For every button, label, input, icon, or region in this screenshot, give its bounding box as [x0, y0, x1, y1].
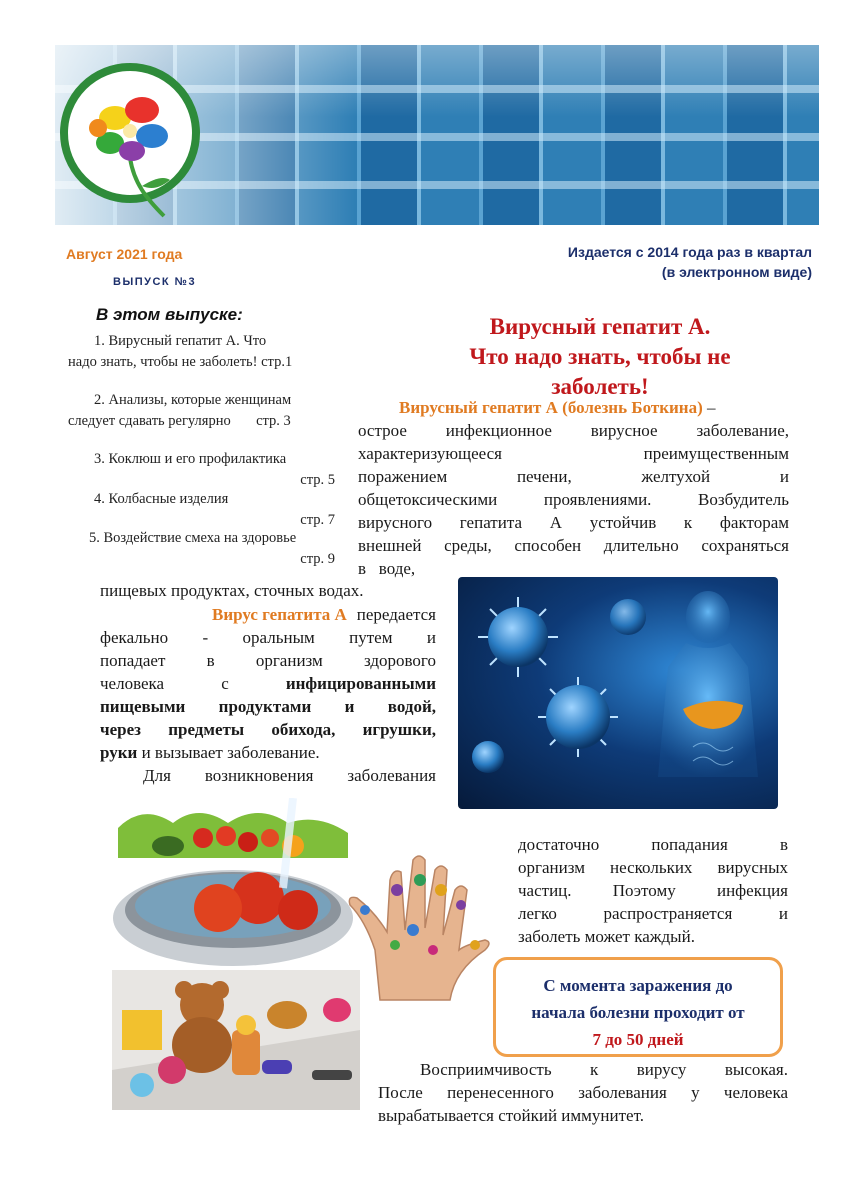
- article-title: [430, 312, 770, 402]
- paragraph-1-line9: пищевых продуктах, сточных водах.: [100, 581, 364, 600]
- paragraph-1-line1: [399, 397, 789, 420]
- paragraph-2-line1: [100, 604, 436, 627]
- toc-item-1[interactable]: [94, 331, 338, 352]
- paragraph-2-line5: пищевыми продуктами и водой,: [100, 697, 436, 716]
- issue-number: ВЫПУСК №3: [113, 276, 197, 288]
- paragraph-2-line4: [100, 673, 436, 696]
- word: человека: [100, 674, 165, 693]
- word: -: [202, 628, 209, 647]
- word: с: [221, 674, 229, 693]
- toc-item-5[interactable]: 5. Воздействие смеха на здоровье: [89, 530, 297, 546]
- paragraph-3-line6: заболеть может каждый.: [518, 927, 695, 946]
- toc-item-3-page: стр. 5: [300, 472, 335, 488]
- virus-name-highlight: Вирус гепатита А: [212, 605, 347, 624]
- paragraph-1-line4: [358, 466, 789, 489]
- word: поражением: [358, 467, 448, 486]
- vegetables-svg: [108, 798, 358, 968]
- word: оральным: [242, 628, 315, 647]
- paragraph-3-line1: Для возникновения заболевания: [143, 766, 436, 785]
- virus-liver-svg: [458, 577, 778, 809]
- word: желтухой: [641, 467, 711, 486]
- toc-item-2-cont: следует сдавать регулярно стр. 3: [68, 413, 291, 429]
- germs-hand-illustration: [335, 850, 505, 1010]
- article-title-line3: заболеть!: [551, 374, 649, 399]
- article-title-line1: Вирусный гепатит А.: [489, 314, 711, 339]
- paragraph-1-line2: острое инфекционное вирусное заболевание,: [358, 421, 789, 440]
- callout-line1: С момента заражения до: [543, 976, 733, 995]
- word: фекально: [100, 628, 169, 647]
- callout-line2: начала болезни проходит от: [531, 1003, 745, 1022]
- word: печени,: [516, 467, 572, 486]
- toc-item-4[interactable]: 4. Колбасные изделия: [94, 491, 229, 507]
- paragraph-4-line2: После перенесенного заболевания у человека: [378, 1083, 788, 1102]
- paragraph-1-line7: внешней среды, способен длительно сохраняться: [358, 536, 789, 555]
- virus-liver-illustration: [458, 577, 778, 809]
- article-title-line2: Что надо знать, чтобы не: [469, 344, 731, 369]
- paragraph-2-line2: [100, 627, 436, 650]
- word: и: [779, 467, 789, 486]
- publication-frequency: Издается с 2014 года раз в квартал: [567, 244, 812, 260]
- toc-title: В этом выпуске:: [96, 305, 243, 324]
- toys-svg: [112, 970, 360, 1110]
- word: преимущественным: [643, 444, 789, 463]
- newsletter-logo: [60, 58, 200, 228]
- paragraph-3-line3: организм нескольких вирусных: [518, 858, 788, 877]
- toc-item-5-page: стр. 9: [300, 551, 335, 567]
- word: и вызывает заболевание.: [137, 743, 320, 762]
- paragraph-4-line1: Восприимчивость к вирусу высокая.: [420, 1060, 788, 1079]
- word: попадает: [100, 651, 166, 670]
- disease-name-highlight: Вирусный гепатит А (болезнь Боткина): [399, 398, 703, 417]
- paragraph-2-line6: через предметы обихода, игрушки,: [100, 720, 436, 739]
- word: в: [206, 651, 215, 670]
- word: путем: [349, 628, 393, 647]
- toc-item-2[interactable]: 2. Анализы, которые женщинам: [94, 392, 292, 408]
- paragraph-2-line7: [100, 742, 436, 765]
- paragraph-1-line5: общетоксическими проявлениями. Возбудитель: [358, 490, 789, 509]
- dash: –: [702, 398, 716, 417]
- vegetables-photo: [108, 798, 358, 968]
- toc-item-3[interactable]: 3. Коклюш и его профилактика: [94, 451, 287, 467]
- paragraph-3-line5: легко распространяется и: [518, 904, 788, 923]
- paragraph-1-line3: [358, 443, 789, 466]
- incubation-callout: [493, 957, 783, 1057]
- callout-line3: 7 до 50 дней: [592, 1030, 684, 1049]
- publication-format: (в электронном виде): [661, 264, 812, 280]
- publication-info: [492, 242, 812, 282]
- paragraph-1-line6: вирусного гепатита А устойчив к факторам: [358, 513, 789, 532]
- word: инфицированными: [285, 674, 436, 693]
- word: передается: [356, 605, 436, 624]
- issue-date: Август 2021 года: [66, 246, 183, 262]
- paragraph-1-line8: в воде,: [358, 559, 416, 578]
- hand-svg: [335, 850, 505, 1010]
- toc-item-1-line1: 1. Вирусный гепатит А. Что: [94, 333, 267, 349]
- paragraph-3-line4: частиц. Поэтому инфекция: [518, 881, 788, 900]
- word: здорового: [363, 651, 436, 670]
- word: руки: [100, 743, 138, 762]
- word: и: [426, 628, 436, 647]
- toys-photo: [112, 970, 360, 1110]
- paragraph-4-line3: вырабатывается стойкий иммунитет.: [378, 1106, 644, 1125]
- toc-item-4-page: стр. 7: [300, 512, 335, 528]
- paragraph-3-line2: достаточно попадания в: [518, 835, 788, 854]
- word: организм: [255, 651, 323, 670]
- paragraph-2-line3: [100, 650, 436, 673]
- toc-item-1-cont: надо знать, чтобы не заболеть! стр.1: [68, 354, 293, 370]
- word: характеризующееся: [358, 444, 503, 463]
